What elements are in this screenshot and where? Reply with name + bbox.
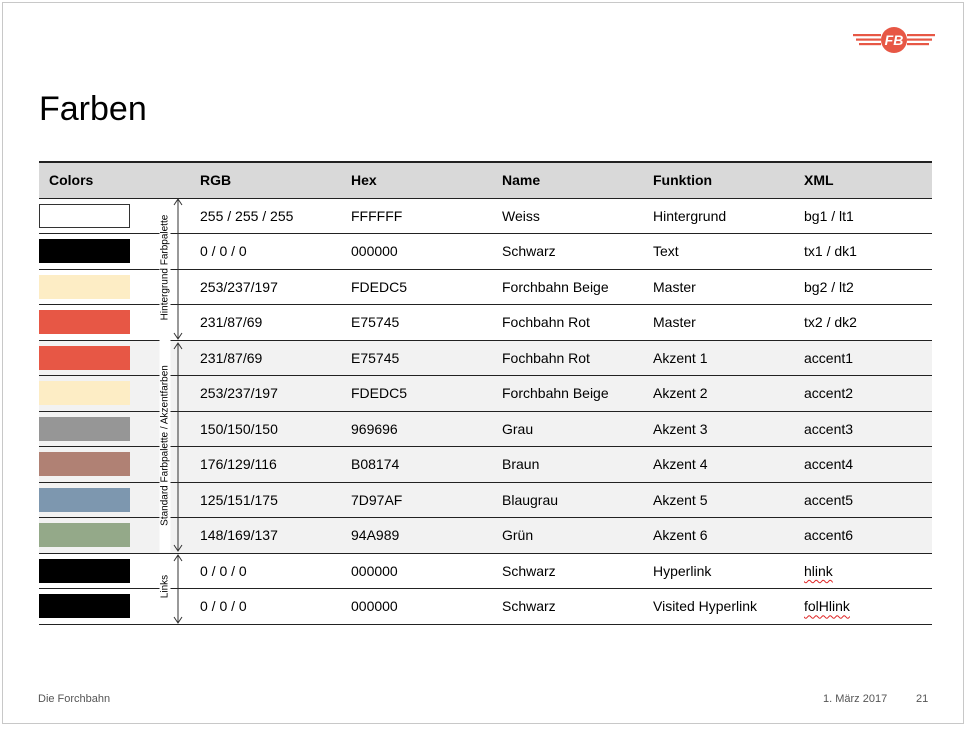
group-label-links: Links <box>160 555 171 619</box>
hex-cell-text: E75745 <box>351 314 400 331</box>
name-cell <box>492 553 643 589</box>
rgb-cell-text: 231/87/69 <box>200 314 263 331</box>
hex-cell <box>341 518 492 554</box>
hex-cell <box>341 482 492 518</box>
funktion-cell-text: Master <box>653 278 696 295</box>
xml-cell <box>794 518 932 554</box>
xml-cell <box>794 482 932 518</box>
xml-cell-text: accent5 <box>804 491 854 508</box>
page-title: Farben <box>39 90 147 128</box>
hex-cell <box>341 198 492 234</box>
rgb-cell <box>190 589 341 625</box>
hex-cell-text: FDEDC5 <box>351 278 408 295</box>
xml-cell <box>794 305 932 341</box>
hex-cell <box>341 411 492 447</box>
name-cell <box>492 340 643 376</box>
name-cell-text: Forchbahn Beige <box>502 385 609 402</box>
xml-cell-text: tx2 / dk2 <box>804 314 857 331</box>
hex-cell-text: FDEDC5 <box>351 385 408 402</box>
header-name: Name <box>502 172 541 189</box>
color-swatch <box>39 452 130 476</box>
funktion-cell <box>643 376 794 412</box>
funktion-cell-text: Akzent 1 <box>653 349 708 366</box>
funktion-cell-text: Akzent 5 <box>653 491 708 508</box>
color-swatch <box>39 488 130 512</box>
xml-cell <box>794 589 932 625</box>
name-cell-text: Forchbahn Beige <box>502 278 609 295</box>
slide <box>2 2 964 724</box>
hex-cell-text: 94A989 <box>351 527 400 544</box>
group-label-hintergrund: Hintergrund Farbpalette <box>160 201 171 335</box>
hex-cell-text: B08174 <box>351 456 400 473</box>
color-swatch <box>39 417 130 441</box>
color-swatch <box>39 346 130 370</box>
funktion-cell-text: Akzent 3 <box>653 420 708 437</box>
hex-cell-text: 000000 <box>351 562 398 579</box>
hex-cell <box>341 269 492 305</box>
name-cell-text: Fochbahn Rot <box>502 314 590 331</box>
rgb-cell-text: 0 / 0 / 0 <box>200 598 247 615</box>
xml-cell-text: accent3 <box>804 420 854 437</box>
color-swatch <box>39 310 130 334</box>
funktion-cell <box>643 589 794 625</box>
header-xml: XML <box>804 172 834 189</box>
funktion-cell-text: Akzent 2 <box>653 385 708 402</box>
color-swatch <box>39 559 130 583</box>
rgb-cell <box>190 447 341 483</box>
funktion-cell-text: Akzent 6 <box>653 527 708 544</box>
rgb-cell <box>190 411 341 447</box>
logo-text: FB <box>884 32 904 48</box>
color-swatch <box>39 594 130 618</box>
xml-cell <box>794 340 932 376</box>
name-cell-text: Blaugrau <box>502 491 559 508</box>
table-header-row <box>39 162 932 198</box>
funktion-cell <box>643 234 794 270</box>
footer-page-number: 21 <box>916 693 929 705</box>
name-cell <box>492 198 643 234</box>
name-cell <box>492 589 643 625</box>
xml-cell-text: accent1 <box>804 349 854 366</box>
funktion-cell <box>643 447 794 483</box>
rgb-cell <box>190 482 341 518</box>
funktion-cell <box>643 340 794 376</box>
rgb-cell-text: 253/237/197 <box>200 278 278 295</box>
rgb-cell <box>190 269 341 305</box>
header-rgb: RGB <box>200 172 232 189</box>
hex-cell <box>341 234 492 270</box>
funktion-cell-text: Hyperlink <box>653 562 712 579</box>
rgb-cell-text: 125/151/175 <box>200 491 278 508</box>
name-cell <box>492 411 643 447</box>
color-swatch <box>39 275 130 299</box>
name-cell <box>492 518 643 554</box>
name-cell <box>492 269 643 305</box>
xml-cell-text: bg1 / lt1 <box>804 207 854 224</box>
rgb-cell <box>190 376 341 412</box>
hex-cell-text: 000000 <box>351 243 398 260</box>
name-cell-text: Schwarz <box>502 598 556 615</box>
funktion-cell <box>643 553 794 589</box>
color-swatch <box>39 204 130 228</box>
rgb-cell <box>190 198 341 234</box>
header-funktion: Funktion <box>653 172 713 189</box>
funktion-cell <box>643 518 794 554</box>
funktion-cell-text: Text <box>653 243 679 260</box>
rgb-cell-text: 253/237/197 <box>200 385 278 402</box>
color-swatch <box>39 523 130 547</box>
hex-cell <box>341 447 492 483</box>
name-cell <box>492 305 643 341</box>
rgb-cell-text: 0 / 0 / 0 <box>200 243 247 260</box>
header-hex: Hex <box>351 172 377 189</box>
xml-cell <box>794 553 932 589</box>
xml-cell <box>794 376 932 412</box>
header-colors: Colors <box>49 172 94 189</box>
funktion-cell <box>643 305 794 341</box>
funktion-cell-text: Visited Hyperlink <box>653 598 758 615</box>
xml-cell-text: tx1 / dk1 <box>804 243 857 260</box>
funktion-cell-text: Master <box>653 314 696 331</box>
name-cell-text: Grau <box>502 420 534 437</box>
rgb-cell <box>190 305 341 341</box>
rgb-cell-text: 255 / 255 / 255 <box>200 207 294 224</box>
hex-cell <box>341 340 492 376</box>
hex-cell <box>341 305 492 341</box>
xml-cell-text: hlink <box>804 562 833 579</box>
xml-cell <box>794 411 932 447</box>
funktion-cell-text: Hintergrund <box>653 207 727 224</box>
name-cell-text: Grün <box>502 527 534 544</box>
footer-date: 1. März 2017 <box>823 693 888 705</box>
xml-cell <box>794 234 932 270</box>
name-cell <box>492 376 643 412</box>
rgb-cell-text: 150/150/150 <box>200 420 278 437</box>
hex-cell-text: E75745 <box>351 349 400 366</box>
color-swatch <box>39 239 130 263</box>
rgb-cell <box>190 340 341 376</box>
hex-cell <box>341 589 492 625</box>
funktion-cell <box>643 482 794 518</box>
xml-cell-text: bg2 / lt2 <box>804 278 854 295</box>
name-cell-text: Fochbahn Rot <box>502 349 590 366</box>
bracket-lines <box>168 197 190 625</box>
funktion-cell <box>643 411 794 447</box>
name-cell-text: Schwarz <box>502 562 556 579</box>
funktion-cell <box>643 269 794 305</box>
forchbahn-logo <box>853 27 935 53</box>
rgb-cell <box>190 518 341 554</box>
xml-cell-text: accent2 <box>804 385 854 402</box>
hex-cell-text: 000000 <box>351 598 398 615</box>
rgb-cell <box>190 234 341 270</box>
xml-cell-text: folHlink <box>804 598 850 615</box>
xml-cell-text: accent6 <box>804 527 854 544</box>
group-label-standard: Standard Farbpalette / Akzentfarben <box>160 339 171 553</box>
rgb-cell-text: 148/169/137 <box>200 527 278 544</box>
name-cell-text: Weiss <box>502 207 540 224</box>
name-cell <box>492 234 643 270</box>
xml-cell <box>794 198 932 234</box>
hex-cell-text: 969696 <box>351 420 398 437</box>
rgb-cell <box>190 553 341 589</box>
xml-cell <box>794 447 932 483</box>
hex-cell-text: 7D97AF <box>351 491 403 508</box>
name-cell-text: Braun <box>502 456 540 473</box>
name-cell <box>492 447 643 483</box>
xml-cell <box>794 269 932 305</box>
hex-cell <box>341 553 492 589</box>
rgb-cell-text: 0 / 0 / 0 <box>200 562 247 579</box>
hex-cell-text: FFFFFF <box>351 207 403 224</box>
color-swatch <box>39 381 130 405</box>
footer-company: Die Forchbahn <box>38 693 111 705</box>
funktion-cell <box>643 198 794 234</box>
name-cell <box>492 482 643 518</box>
rgb-cell-text: 231/87/69 <box>200 349 263 366</box>
name-cell-text: Schwarz <box>502 243 556 260</box>
funktion-cell-text: Akzent 4 <box>653 456 708 473</box>
rgb-cell-text: 176/129/116 <box>200 456 277 473</box>
xml-cell-text: accent4 <box>804 456 854 473</box>
hex-cell <box>341 376 492 412</box>
